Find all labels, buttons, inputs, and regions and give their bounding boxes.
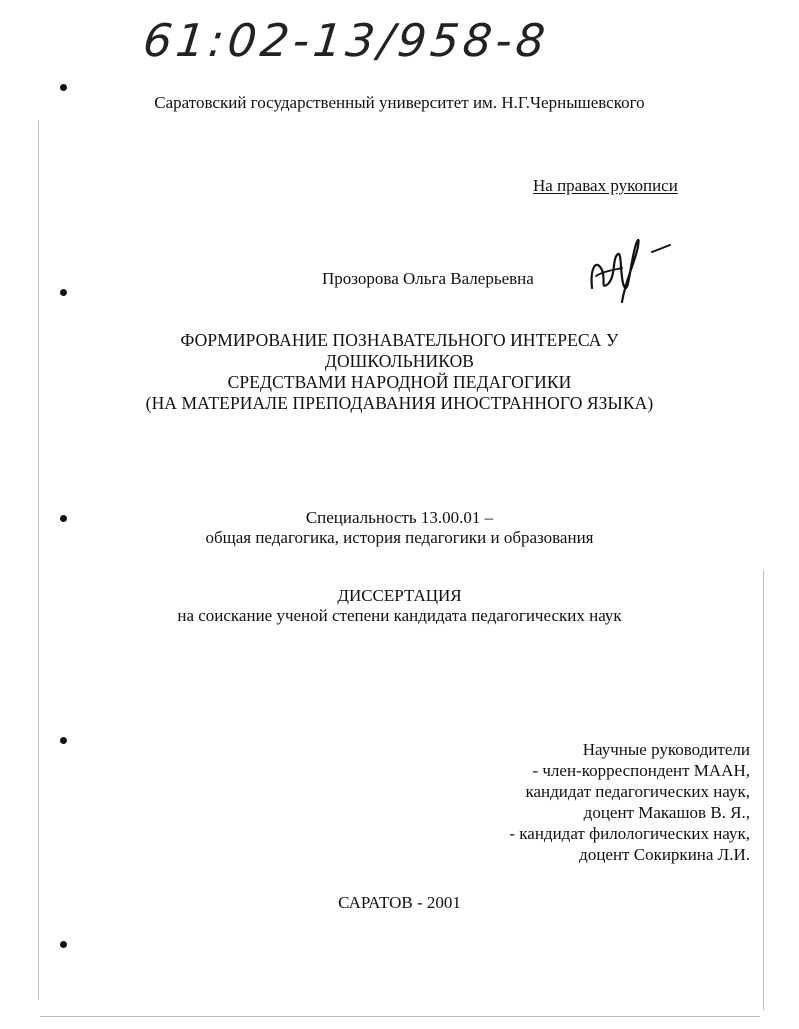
- binder-mark: [60, 941, 67, 948]
- author-name: Прозорова Ольга Валерьевна: [322, 269, 534, 288]
- city-year: САРАТОВ - 2001: [338, 893, 461, 912]
- scan-edge-right: [763, 570, 764, 1010]
- degree-sought: на соискание ученой степени кандидата педагогических наук: [177, 606, 622, 625]
- binder-mark: [60, 84, 67, 91]
- supervisor-line: - член-корреспондент МААН,: [532, 761, 750, 780]
- scan-edge-left: [38, 120, 39, 1000]
- binder-mark: [60, 737, 67, 744]
- specialty-code: Специальность 13.00.01 –: [305, 508, 494, 527]
- author-signature: [582, 228, 677, 313]
- thesis-title-line: (НА МАТЕРИАЛЕ ПРЕПОДАВАНИЯ ИНОСТРАННОГО ЯЗЫКА): [145, 393, 654, 413]
- archive-stamp-number: 61:02-13/958-8: [140, 14, 552, 67]
- specialty-name: общая педагогика, история педагогики и образования: [205, 528, 594, 547]
- thesis-title-line: ФОРМИРОВАНИЕ ПОЗНАВАТЕЛЬНОГО ИНТЕРЕСА У: [180, 330, 619, 350]
- manuscript-rights: На правах рукописи: [533, 176, 678, 195]
- thesis-title-line: СРЕДСТВАМИ НАРОДНОЙ ПЕДАГОГИКИ: [227, 372, 572, 392]
- supervisors-heading: Научные руководители: [582, 740, 750, 759]
- supervisor-line: доцент Сокиркина Л.И.: [579, 845, 750, 864]
- university-name: Саратовский государственный университет им. Н.Г.Чернышевского: [154, 93, 645, 112]
- supervisor-line: доцент Макашов В. Я.,: [583, 803, 750, 822]
- supervisor-line: кандидат педагогических наук,: [525, 782, 750, 801]
- thesis-title-line: ДОШКОЛЬНИКОВ: [324, 351, 475, 371]
- thesis-title: [0, 330, 799, 414]
- scan-edge-bottom: [40, 1016, 760, 1017]
- document-type: ДИССЕРТАЦИЯ: [337, 586, 462, 605]
- binder-mark: [60, 289, 67, 296]
- supervisor-line: - кандидат филологических наук,: [509, 824, 750, 843]
- supervisors-block: [400, 739, 750, 865]
